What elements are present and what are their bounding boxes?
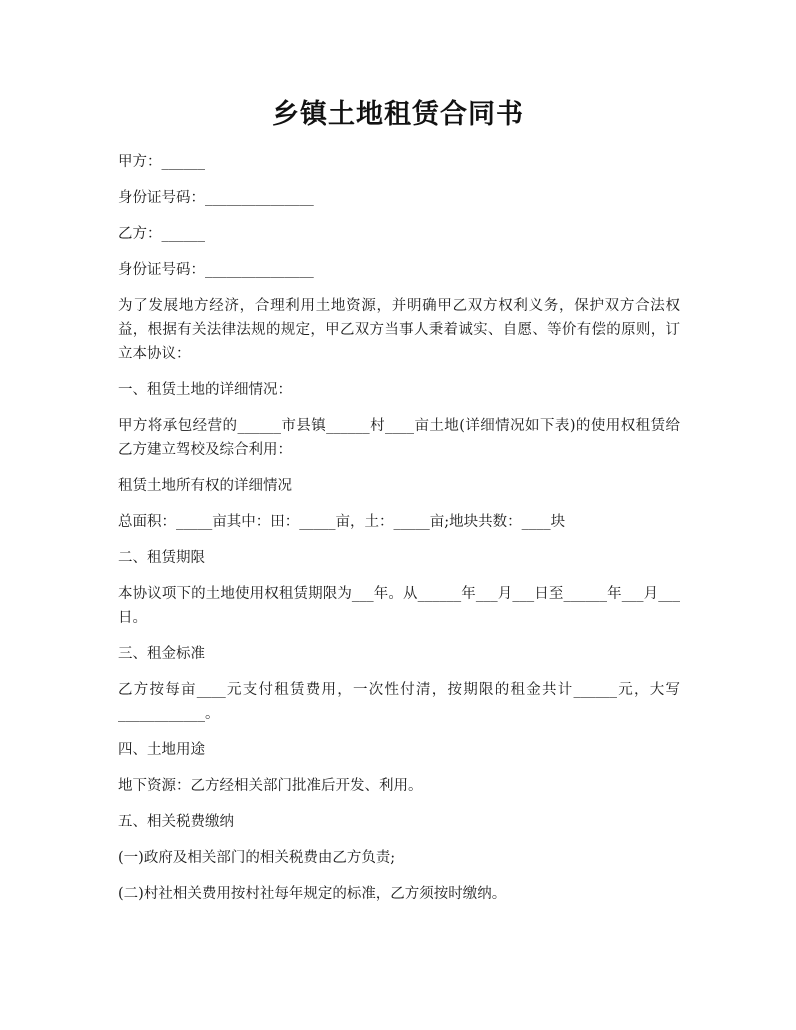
lease-term-paragraph: 本协议项下的土地使用权租赁期限为___年。从______年___月___日至______年___月___日。 [118, 586, 680, 626]
tax-clause-1: (一)政府及相关部门的相关税费由乙方负责; [118, 850, 396, 866]
underground-resources-line: 地下资源：乙方经相关部门批准后开发、利用。 [118, 778, 423, 794]
party-a-line: 甲方：______ [118, 154, 205, 170]
preamble-paragraph: 为了发展地方经济，合理利用土地资源，并明确甲乙双方权利义务，保护双方合法权益，根据有关法律法规的规定，甲乙双方当事人秉着诚实、自愿、等价有偿的原则，订立本协议： [118, 298, 680, 362]
section-heading-2: 二、租赁期限 [118, 550, 205, 566]
party-a-id-line: 身份证号码：_______________ [118, 190, 314, 206]
land-details-paragraph: 甲方将承包经营的______市县镇______村____亩土地(详细情况如下表)的使用权租赁给乙方建立驾校及综合利用： [118, 418, 680, 458]
section-heading-5: 五、相关税费缴纳 [118, 814, 234, 830]
document-body [118, 150, 680, 918]
party-b-id-line: 身份证号码：_______________ [118, 262, 314, 278]
tax-clause-2: (二)村社相关费用按村社每年规定的标准，乙方须按时缴纳。 [118, 886, 507, 902]
section-heading-3: 三、租金标准 [118, 646, 205, 662]
section-heading-4: 四、土地用途 [118, 742, 205, 758]
ownership-details-line: 租赁土地所有权的详细情况 [118, 478, 292, 494]
rent-paragraph: 乙方按每亩____元支付租赁费用，一次性付清，按期限的租金共计______元，大写____________。 [118, 682, 680, 722]
section-heading-1: 一、租赁土地的详细情况： [118, 382, 292, 398]
party-b-line: 乙方：______ [118, 226, 205, 242]
area-line: 总面积：_____亩其中：田：_____亩，土：_____亩;地块共数：____块 [118, 514, 566, 530]
document-title: 乡镇土地租赁合同书 [272, 99, 524, 130]
